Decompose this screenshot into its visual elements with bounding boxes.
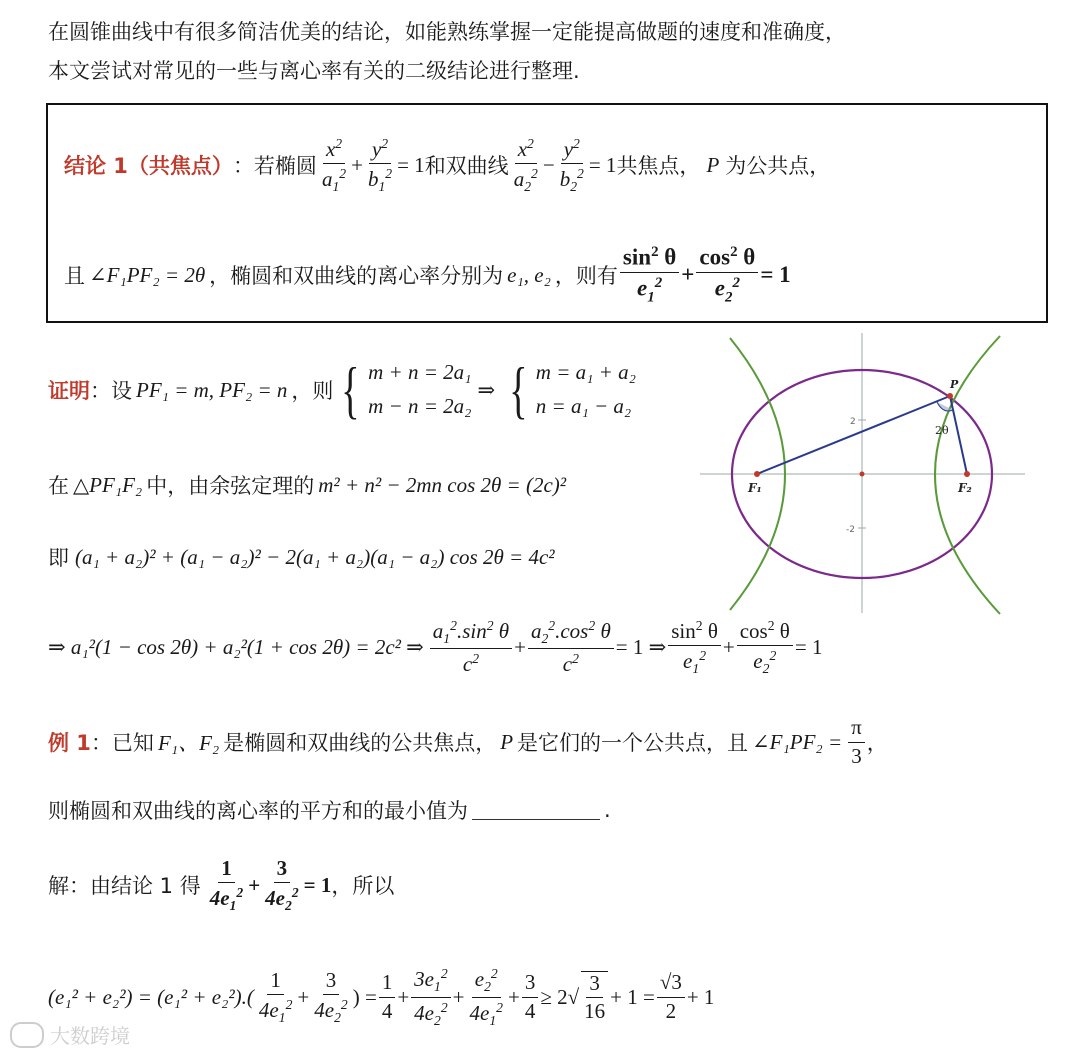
focus-f1 bbox=[754, 471, 760, 477]
intro-line-1: 在圆锥曲线中有很多简洁优美的结论，如能熟练掌握一定能提高做题的速度和准确度， bbox=[48, 20, 846, 44]
sqrt-3: √3 bbox=[657, 971, 685, 997]
pi-symbol: π bbox=[848, 716, 865, 742]
conclusion-line-1: 结论 1（共焦点） ：若椭圆 $\frac{x^2}{a_1^2}$ + $\frac{y^2}{b_1^2}$ = 1 和双曲线 $\frac{x^2}{a_2^2}$ − $\frac{y^2}{b_2^2}$ = 1 共焦点， P 为公共点， bbox=[64, 135, 831, 195]
hyperbola-term-x: $\frac{x^2}{a_2^2}$ bbox=[513, 135, 538, 195]
system-2-eq-b: n = a₁ − a₂ bbox=[535, 394, 632, 418]
watermark bbox=[10, 1020, 130, 1049]
example-text: 是椭圆和双曲线的公共焦点， bbox=[223, 731, 497, 755]
triangle-expression: △PF₁F₂ bbox=[73, 472, 143, 497]
system-1-eq-b: m − n = 2a₂ bbox=[368, 394, 472, 418]
equation-system-2 bbox=[536, 356, 636, 423]
conclusion-text: 共焦点， bbox=[616, 154, 701, 178]
conclusion-text: 和双曲线 bbox=[424, 154, 509, 178]
solution-line-2: (e₁² + e₂²) = (e₁² + e₂²).( $\frac{1}{4e_1^2}$ + $\frac{3}{4e_2^2}$ ) = $\frac{1}{4}$ + $\frac{3e_1^2}{4e_2^2}$ + $\frac{e_2^2}{4e_1^2}$ + $\frac{3}{4}$ ≥ 2√ $\frac{3}{16}$ + 1 = $\frac{√3}{2}$ + 1 bbox=[48, 966, 715, 1028]
solution-line-1: 解：由结论 1 得 $\frac{1}{4e_1^2}$ + $\frac{3}{4e_2^2}$ = 1 ，所以 bbox=[48, 855, 395, 914]
watermark-text: 大数跨境 bbox=[50, 1024, 130, 1048]
proof-line-3 bbox=[48, 542, 555, 572]
result-term-cos: $\frac{\cos^2 \theta}{e_2^2}$ bbox=[696, 244, 758, 306]
result-term-sin: $\frac{\sin^2 \theta}{e_1^2}$ bbox=[620, 244, 679, 306]
conclusion-line-2: 且 ∠F₁PF₂ = 2θ ，椭圆和双曲线的离心率分别为 e₁, e₂ ，则有 $\frac{\sin^2 \theta}{e_1^2}$ + $\frac{\cos^2 \theta}{e_2^2}$ = 1 bbox=[64, 244, 791, 306]
example-text: . bbox=[604, 798, 611, 822]
intro-line-2: 本文尝试对常见的一些与离心率有关的二级结论进行整理. bbox=[48, 59, 580, 83]
segment-pf2 bbox=[950, 396, 967, 474]
example-line-1: 例 1 ：已知 F₁、F₂ 是椭圆和双曲线的公共焦点， P 是它们的一个公共点，且 ∠F₁PF₂ = $\frac{\pi}{3}$ ， bbox=[48, 715, 888, 768]
derivation-term-4: $\frac{\cos^2 \theta}{e_2^2}$ bbox=[737, 618, 793, 676]
equation-system-1 bbox=[368, 356, 471, 423]
conclusion-text: ，椭圆和双曲线的离心率分别为 bbox=[209, 264, 504, 288]
label-f1: F₁ bbox=[748, 481, 762, 495]
solution-frac-final: $\frac{√3}{2}$ bbox=[657, 971, 685, 1022]
label-p: P bbox=[950, 378, 959, 391]
answer-blank bbox=[472, 801, 600, 820]
proof-text: 在 bbox=[48, 474, 69, 498]
solution-frac-3: $\frac{1}{4}$ bbox=[379, 971, 396, 1022]
conclusion-label: 结论 1（共焦点） bbox=[64, 154, 233, 178]
focus-f2 bbox=[964, 471, 970, 477]
hyperbola-term-y: $\frac{y^2}{b_2^2}$ bbox=[559, 135, 584, 195]
point-p: P bbox=[500, 729, 514, 754]
point-p: P bbox=[706, 152, 720, 177]
solution-frac-2: $\frac{3}{4e_2^2}$ bbox=[314, 967, 348, 1026]
derivation-term-2: $\frac{a_2^2.\cos^2 \theta}{c^2}$ bbox=[528, 618, 614, 676]
point-p-marker bbox=[947, 393, 953, 399]
pi-over-3 bbox=[848, 716, 865, 767]
proof-text: ，则 bbox=[291, 379, 334, 403]
proof-line-1: 证明 ：设 PF₁ = m, PF₂ = n ，则 { m + n = 2a₁ m − n = 2a₂ ⇒ { m = a₁ + a₂ n = a₁ − a₂ bbox=[48, 354, 636, 425]
derivation-term-3: $\frac{\sin^2 \theta}{e_1^2}$ bbox=[668, 618, 721, 676]
implies-arrow: ⇒ bbox=[477, 377, 496, 402]
proof-text: 中，由余弦定理的 bbox=[146, 474, 315, 498]
solution-frac-5: $\frac{e_2^2}{4e_1^2}$ bbox=[469, 966, 503, 1028]
solution-term-2: $\frac{3}{4e_2^2}$ bbox=[265, 855, 299, 914]
system-1-eq-a: m + n = 2a₁ bbox=[368, 360, 472, 385]
solution-lhs: (e₁² + e₂²) = (e₁² + e₂²).( bbox=[48, 984, 254, 1009]
system-2-eq-a: m = a₁ + a₂ bbox=[535, 360, 636, 385]
solution-text: 解：由结论 1 得 bbox=[48, 874, 201, 898]
cosine-law-equation: m² + n² − 2mn cos 2θ = (2c)² bbox=[318, 472, 567, 497]
proof-label: 证明 bbox=[48, 379, 90, 403]
expanded-equation: (a₁ + a₂)² + (a₁ − a₂)² − 2(a₁ + a₂)(a₁ − a₂) cos 2θ = 4c² bbox=[75, 544, 555, 569]
solution-text: ，所以 bbox=[331, 874, 395, 898]
conclusion-text: 为公共点， bbox=[725, 154, 831, 178]
conclusion-text: 且 bbox=[64, 264, 85, 288]
derivation-equation: ⇒ a₁²(1 − cos 2θ) + a₂²(1 + cos 2θ) = 2c² ⇒ bbox=[48, 634, 424, 659]
label-f2: F₂ bbox=[958, 481, 972, 495]
derivation-term-1: $\frac{a_1^2.\sin^2 \theta}{c^2}$ bbox=[430, 618, 512, 676]
example-text: 是它们的一个公共点，且 bbox=[517, 731, 749, 755]
example-question: 则椭圆和双曲线的离心率的平方和的最小值为 bbox=[48, 799, 468, 823]
example-text: ：已知 bbox=[90, 731, 154, 755]
label-angle: 2θ bbox=[935, 424, 949, 437]
proof-line-2 bbox=[48, 470, 566, 500]
ellipse-term-y: $\frac{y^2}{b_1^2}$ bbox=[367, 135, 393, 195]
ellipse-term-x: $\frac{x^2}{a_1^2}$ bbox=[321, 135, 347, 195]
conclusion-text: ：若椭圆 bbox=[232, 154, 317, 178]
solution-mid: ) = bbox=[352, 984, 377, 1009]
solution-frac-6: $\frac{3}{4}$ bbox=[522, 971, 539, 1022]
conclusion-text: ，则有 bbox=[554, 264, 618, 288]
example-line-2 bbox=[48, 795, 611, 825]
solution-sqrt-frac: $\frac{3}{16}$ bbox=[581, 971, 608, 1023]
solution-frac-4: $\frac{3e_1^2}{4e_2^2}$ bbox=[411, 966, 450, 1027]
proof-text: ：设 bbox=[90, 379, 132, 403]
segment-pf1 bbox=[757, 396, 950, 474]
tick-label-neg: -2 bbox=[846, 525, 855, 535]
foci-expression: F₁、F₂ bbox=[157, 731, 220, 755]
solution-term-1: $\frac{1}{4e_1^2}$ bbox=[209, 855, 244, 914]
example-label: 例 1 bbox=[48, 731, 91, 755]
angle-expression: ∠F₁PF₂ = 2θ bbox=[89, 262, 206, 287]
tick-label-pos: 2 bbox=[850, 417, 856, 427]
conic-figure bbox=[700, 328, 1030, 618]
proof-line-4: ⇒ a₁²(1 − cos 2θ) + a₂²(1 + cos 2θ) = 2c² ⇒ $\frac{a_1^2.\sin^2 \theta}{c^2}$ + $\frac{a_2^2.\cos^2 \theta}{c^2}$ = 1 ⇒ $\frac{\sin^2 \theta}{e_1^2}$ + $\frac{\cos^2 \theta}{e_2^2}$ = 1 bbox=[48, 617, 823, 677]
proof-defs: PF₁ = m, PF₂ = n bbox=[136, 377, 288, 402]
solution-frac-1: $\frac{1}{4e_1^2}$ bbox=[258, 967, 293, 1026]
denominator-3: 3 bbox=[851, 743, 862, 768]
watermark-logo-icon bbox=[10, 1022, 44, 1048]
proof-text: 即 bbox=[48, 546, 69, 570]
origin-point bbox=[860, 472, 865, 477]
eccentricities: e₁, e₂ bbox=[507, 262, 551, 287]
angle-expression: ∠F₁PF₂ = bbox=[752, 729, 843, 754]
